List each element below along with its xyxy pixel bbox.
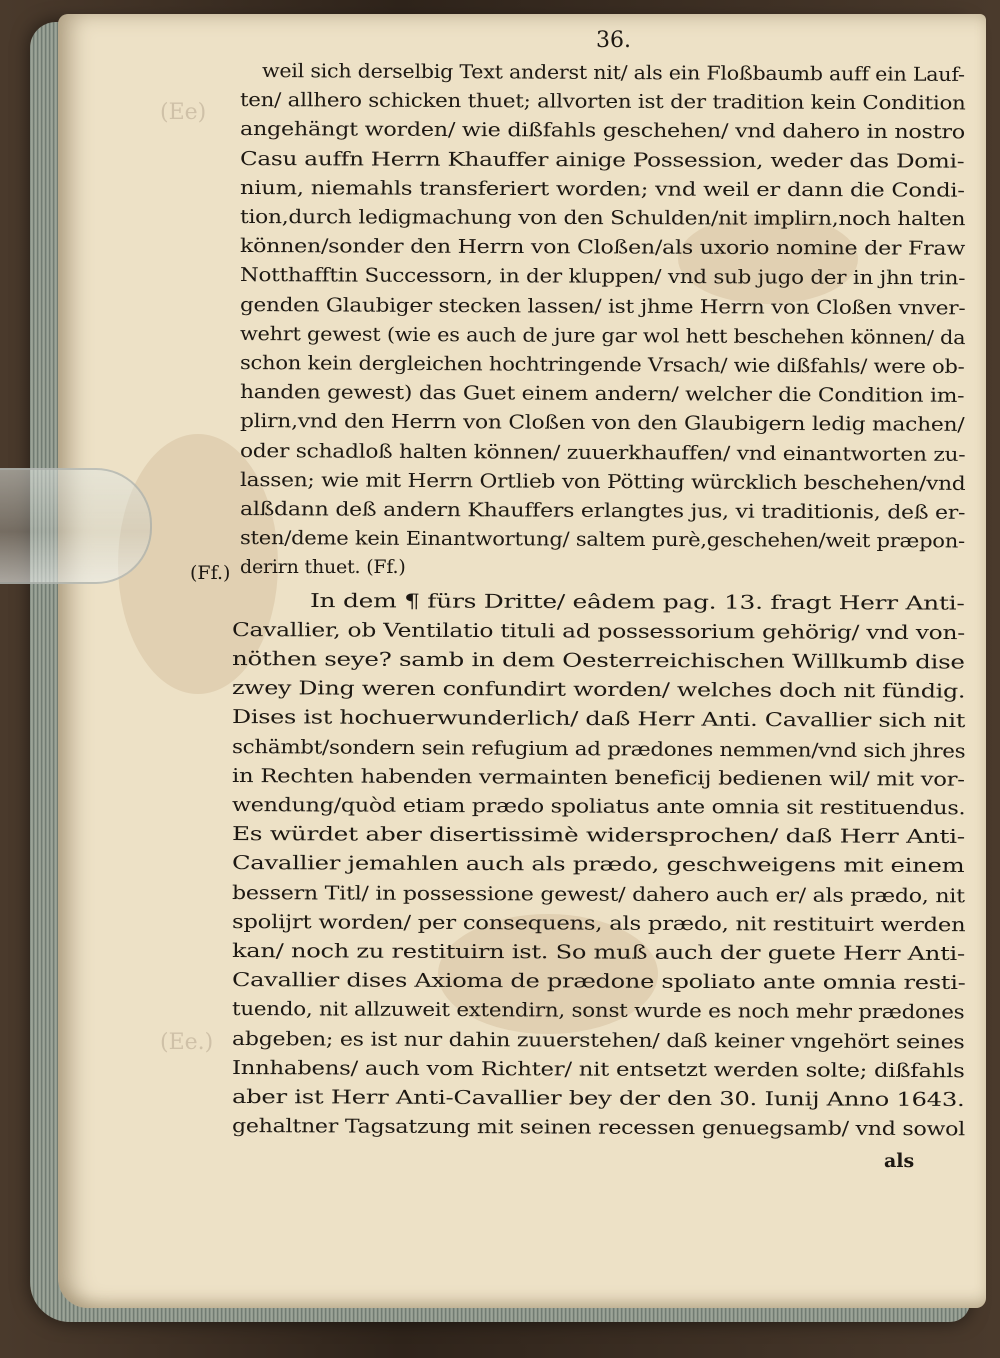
- text-line: weil sich derselbig Text anderst nit/ als ein Floßbaumb auff ein Lauf-: [261, 60, 965, 86]
- catchword: als: [884, 1150, 915, 1172]
- text-line: schämbt/sondern sein refugium ad prædones nemmen/vnd sich jhres: [231, 735, 966, 763]
- text-line: Dises ist hochuerwunderlich/ daß Herr Anti. Cavallier sich nit: [231, 706, 966, 733]
- text-line: zwey Ding weren confundirt worden/ welches doch nit fündig.: [231, 677, 966, 703]
- text-line: genden Glaubiger stecken lassen/ ist jhme Herrn von Cloßen vnver-: [239, 293, 966, 319]
- text-line: Es würdet aber disertissimè widersprochen/ daß Herr Anti-: [231, 823, 966, 849]
- text-line: derirn thuet. (Ff.): [240, 556, 406, 579]
- text-line: angehängt worden/ wie dißfahls geschehen/ vnd dahero in nostro: [239, 118, 966, 144]
- text-line: Cavallier jemahlen auch als prædo, geschweigens mit einem: [231, 852, 965, 878]
- text-line: aber ist Herr Anti-Cavallier bey der den 30. Iunij Anno 1643.: [231, 1086, 965, 1112]
- text-line: ten/ allhero schicken thuet; allvorten ist der tradition kein Condition: [239, 89, 966, 115]
- text-line: nium, niemahls transferiert worden; vnd weil er dann die Condi-: [239, 176, 965, 202]
- text-line: tion,durch ledigmachung von den Schulden/nit implirn,noch halten: [239, 206, 966, 231]
- text-line: kan/ noch zu restituirn ist. So muß auch der guete Herr Anti-: [231, 940, 965, 966]
- text-line: abgeben; es ist nur dahin zuuerstehen/ daß keiner vngehört seines: [231, 1027, 965, 1053]
- margin-note: (Ff.): [190, 562, 231, 584]
- text-line: plirn,vnd den Herrn von Cloßen von den Glaubigern ledig machen/: [239, 410, 965, 437]
- text-line: wendung/quòd etiam prædo spoliatus ante omnia sit restituendus.: [231, 794, 966, 820]
- text-line: wehrt gewest (wie es auch de jure gar wol hett beschehen können/ da: [239, 322, 966, 349]
- text-line: Notthafftin Successorn, in der kluppen/ vnd sub jugo der in jhn trin-: [239, 264, 966, 290]
- bleed-through-mark: (Ee.): [160, 1030, 214, 1055]
- bleed-through-mark: (Ee): [160, 100, 207, 125]
- text-line: Cavallier dises Axioma de prædone spoliato ante omnia resti-: [231, 969, 966, 995]
- text-line: gehaltner Tagsatzung mit seinen recessen genuegsamb/ vnd sowol: [231, 1115, 966, 1141]
- text-line: nöthen seye? samb in dem Oesterreichischen Willkumb dise: [231, 648, 965, 674]
- text-line: Casu auffn Herrn Khauffer ainige Possession, weder das Domi-: [239, 147, 965, 173]
- page-clip: [0, 468, 152, 584]
- text-line: Innhabens/ auch vom Richter/ nit entsetzt werden solte; dißfahls: [231, 1056, 965, 1083]
- text-line: können/sonder den Herrn von Cloßen/als uxorio nomine der Fraw: [239, 235, 966, 260]
- text-line: bessern Titl/ in possessione gewest/ dahero auch er/ als prædo, nit: [231, 881, 965, 907]
- text-line: alßdann deß andern Khauffers erlangtes jus, vi traditionis, deß er-: [239, 498, 966, 524]
- text-line: sten/deme kein Einantwortung/ saltem purè,geschehen/weit præpon-: [239, 527, 965, 553]
- text-line: spolijrt worden/ per consequens, als prædo, nit restituirt werden: [231, 910, 966, 937]
- text-line: in Rechten habenden vermainten beneficij bedienen wil/ mit vor-: [231, 764, 965, 791]
- text-line: In dem ¶ fürs Dritte/ eâdem pag. 13. fragt Herr Anti-: [309, 589, 965, 615]
- text-line: tuendo, nit allzuweit extendirn, sonst wurde es noch mehr prædones: [231, 998, 965, 1024]
- text-line: Cavallier, ob Ventilatio tituli ad possessorium gehörig/ vnd von-: [231, 618, 965, 644]
- text-line: handen gewest) das Guet einem andern/ welcher die Condition im-: [239, 381, 965, 408]
- text-line: oder schadloß halten können/ zuuerkhauffen/ vnd einantworten zu-: [239, 439, 966, 466]
- text-line: schon kein dergleichen hochtringende Vrsach/ wie dißfahls/ were ob-: [239, 352, 965, 379]
- text-line: lassen; wie mit Herrn Ortlieb von Pötting würcklich beschehen/vnd: [239, 468, 966, 495]
- page-number: 36.: [596, 28, 631, 53]
